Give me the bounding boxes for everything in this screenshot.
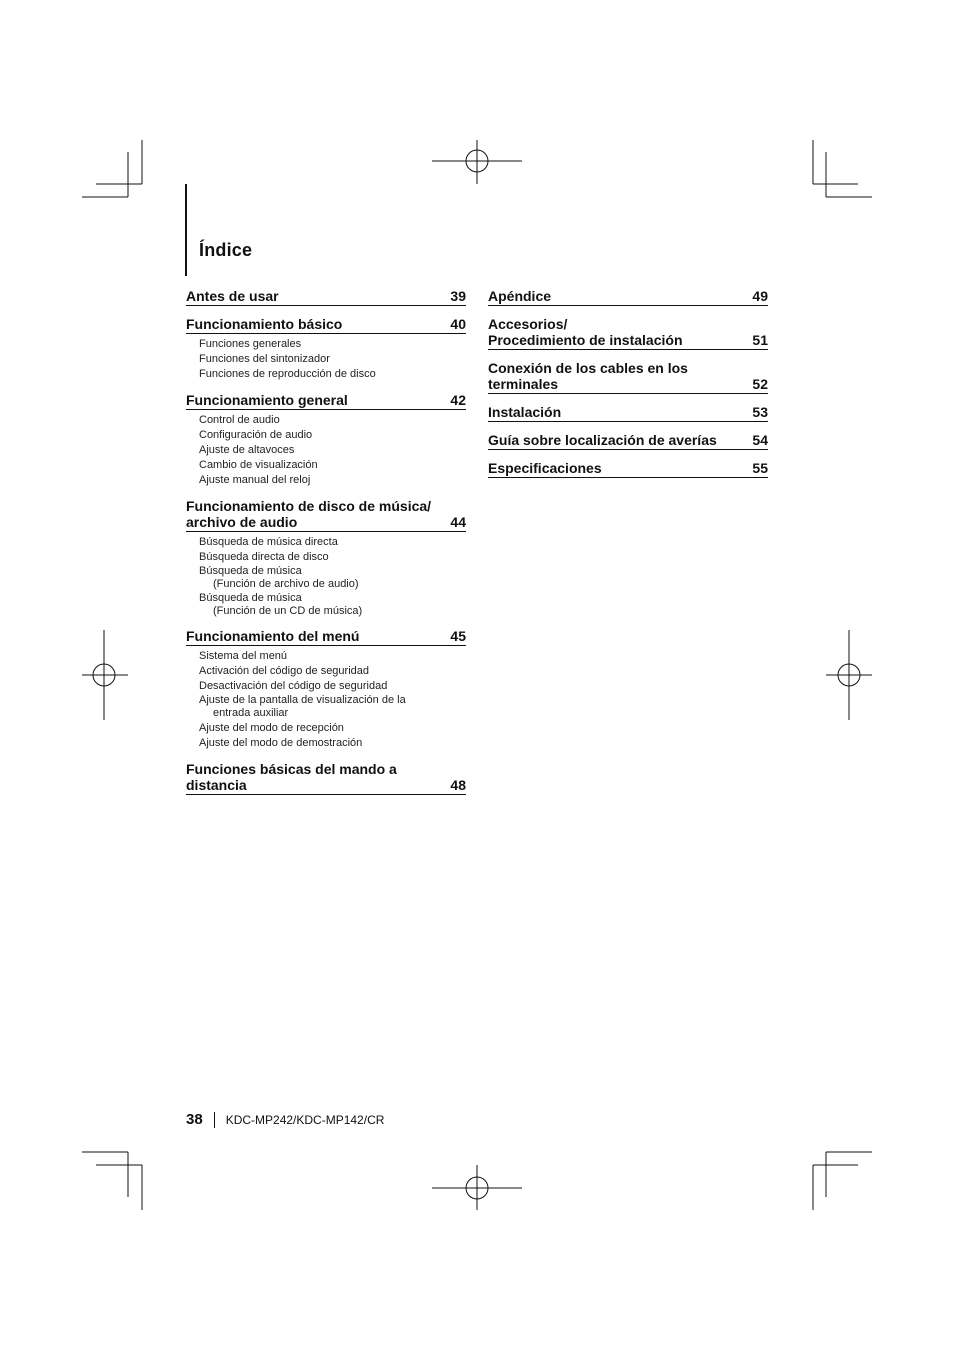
toc-subsection-item[interactable] bbox=[199, 367, 466, 382]
page-title: Índice bbox=[199, 240, 253, 260]
title-side-rule bbox=[185, 184, 187, 276]
toc-subsection-label: Configuración de audio bbox=[199, 429, 313, 441]
toc-subsection-label: Activación del código de seguridad bbox=[199, 665, 370, 677]
toc-subsection-item[interactable] bbox=[199, 679, 466, 694]
toc-subsection-label: Funciones del sintonizador bbox=[199, 353, 330, 365]
toc-subsection-item[interactable] bbox=[199, 550, 466, 565]
toc-subsection-label: Ajuste de la pantalla de visualización de la bbox=[199, 694, 406, 706]
toc-subsection-item[interactable] bbox=[199, 649, 466, 664]
toc-page-number: 51 bbox=[752, 332, 768, 348]
toc-section bbox=[488, 432, 768, 450]
toc-entry-link[interactable] bbox=[488, 432, 768, 450]
toc-subsection-label: Ajuste del modo de recepción bbox=[199, 722, 344, 734]
toc-section-title: Funciones básicas del mando a distancia bbox=[186, 761, 397, 793]
toc-section bbox=[186, 761, 466, 795]
toc-section-title: Instalación bbox=[488, 404, 562, 420]
toc-section-title: Especificaciones bbox=[488, 460, 602, 476]
toc-section bbox=[186, 316, 466, 382]
toc-section bbox=[488, 316, 768, 350]
toc-subsection-item[interactable] bbox=[199, 443, 466, 458]
toc-page-number: 52 bbox=[752, 376, 768, 392]
toc-section bbox=[186, 392, 466, 488]
toc-entry-link[interactable] bbox=[186, 316, 466, 334]
toc-entry-link[interactable] bbox=[488, 404, 768, 422]
toc-subsection-label: Ajuste de altavoces bbox=[199, 444, 295, 456]
toc-subsection-list bbox=[186, 413, 466, 488]
toc-page-number: 42 bbox=[450, 392, 466, 408]
toc-page-number: 45 bbox=[450, 628, 466, 644]
toc-section-title: Funcionamiento básico bbox=[186, 316, 343, 332]
toc-section bbox=[488, 360, 768, 394]
toc-section-title: Conexión de los cables en los terminales bbox=[488, 360, 688, 392]
toc-subsection-label: Funciones de reproducción de disco bbox=[199, 368, 376, 380]
toc-subsection-label: Ajuste del modo de demostración bbox=[199, 737, 363, 749]
toc-entry-link[interactable] bbox=[186, 761, 466, 795]
toc-subsection-list bbox=[186, 535, 466, 618]
toc-subsection-item[interactable] bbox=[199, 694, 466, 720]
toc-right-column bbox=[488, 288, 768, 488]
toc-section-title: Funcionamiento general bbox=[186, 392, 348, 408]
toc-entry-link[interactable] bbox=[186, 628, 466, 646]
toc-subsection-list bbox=[186, 337, 466, 382]
toc-page-number: 48 bbox=[450, 777, 466, 793]
toc-subsection-item[interactable] bbox=[199, 458, 466, 473]
toc-entry-link[interactable] bbox=[488, 360, 768, 394]
toc-page-number: 39 bbox=[450, 288, 466, 304]
toc-section-title: Apéndice bbox=[488, 288, 552, 304]
toc-subsection-list bbox=[186, 649, 466, 751]
toc-section-title: Guía sobre localización de averías bbox=[488, 432, 717, 448]
toc-left-column bbox=[186, 288, 466, 805]
toc-entry-link[interactable] bbox=[488, 316, 768, 350]
toc-page-number: 49 bbox=[752, 288, 768, 304]
toc-subsection-label: Ajuste manual del reloj bbox=[199, 474, 311, 486]
toc-subsection-label: Búsqueda de música bbox=[199, 592, 302, 604]
toc-subsection-label: Funciones generales bbox=[199, 338, 302, 350]
toc-page-number: 40 bbox=[450, 316, 466, 332]
toc-subsection-item[interactable] bbox=[199, 664, 466, 679]
toc-entry-link[interactable] bbox=[488, 288, 768, 306]
toc-subsection-label: Búsqueda directa de disco bbox=[199, 551, 329, 563]
toc-subsection-label: Sistema del menú bbox=[199, 650, 288, 662]
toc-subsection-label: Cambio de visualización bbox=[199, 459, 318, 471]
page-footer bbox=[186, 1111, 384, 1128]
toc-section-title: Accesorios/ Procedimiento de instalación bbox=[488, 316, 683, 348]
footer-model-name: KDC-MP242/KDC-MP142/CR bbox=[225, 1112, 385, 1127]
toc-subsection-item[interactable] bbox=[199, 413, 466, 428]
footer-divider bbox=[214, 1112, 215, 1128]
toc-subsection-item[interactable] bbox=[199, 736, 466, 751]
toc-entry-link[interactable] bbox=[488, 460, 768, 478]
toc-section-title: Funcionamiento del menú bbox=[186, 628, 360, 644]
toc-section bbox=[186, 498, 466, 618]
toc-section bbox=[488, 404, 768, 422]
toc-subsection-item[interactable] bbox=[199, 535, 466, 550]
toc-subsection-label-continued: entrada auxiliar bbox=[213, 707, 289, 719]
toc-entry-link[interactable] bbox=[186, 288, 466, 306]
toc-page-number: 44 bbox=[450, 514, 466, 530]
toc-section bbox=[488, 288, 768, 306]
toc-section bbox=[488, 460, 768, 478]
toc-page-number: 53 bbox=[752, 404, 768, 420]
toc-section bbox=[186, 288, 466, 306]
toc-subsection-label: Búsqueda de música directa bbox=[199, 536, 338, 548]
toc-entry-link[interactable] bbox=[186, 392, 466, 410]
footer-page-number: 38 bbox=[186, 1111, 203, 1128]
toc-subsection-label-continued: (Función de archivo de audio) bbox=[213, 578, 359, 590]
toc-subsection-label-continued: (Función de un CD de música) bbox=[213, 605, 363, 617]
toc-page-number: 55 bbox=[752, 460, 768, 476]
toc-subsection-item[interactable] bbox=[199, 565, 466, 591]
toc-subsection-item[interactable] bbox=[199, 592, 466, 618]
toc-subsection-item[interactable] bbox=[199, 721, 466, 736]
toc-subsection-item[interactable] bbox=[199, 428, 466, 443]
toc-section bbox=[186, 628, 466, 751]
toc-section-title: Antes de usar bbox=[186, 288, 279, 304]
toc-page-number: 54 bbox=[752, 432, 768, 448]
toc-subsection-item[interactable] bbox=[199, 473, 466, 488]
toc-subsection-label: Desactivación del código de seguridad bbox=[199, 680, 388, 692]
toc-subsection-item[interactable] bbox=[199, 337, 466, 352]
toc-subsection-label: Control de audio bbox=[199, 414, 280, 426]
toc-subsection-item[interactable] bbox=[199, 352, 466, 367]
toc-subsection-label: Búsqueda de música bbox=[199, 565, 302, 577]
toc-entry-link[interactable] bbox=[186, 498, 466, 532]
toc-section-title: Funcionamiento de disco de música/ archivo de audio bbox=[186, 498, 432, 530]
